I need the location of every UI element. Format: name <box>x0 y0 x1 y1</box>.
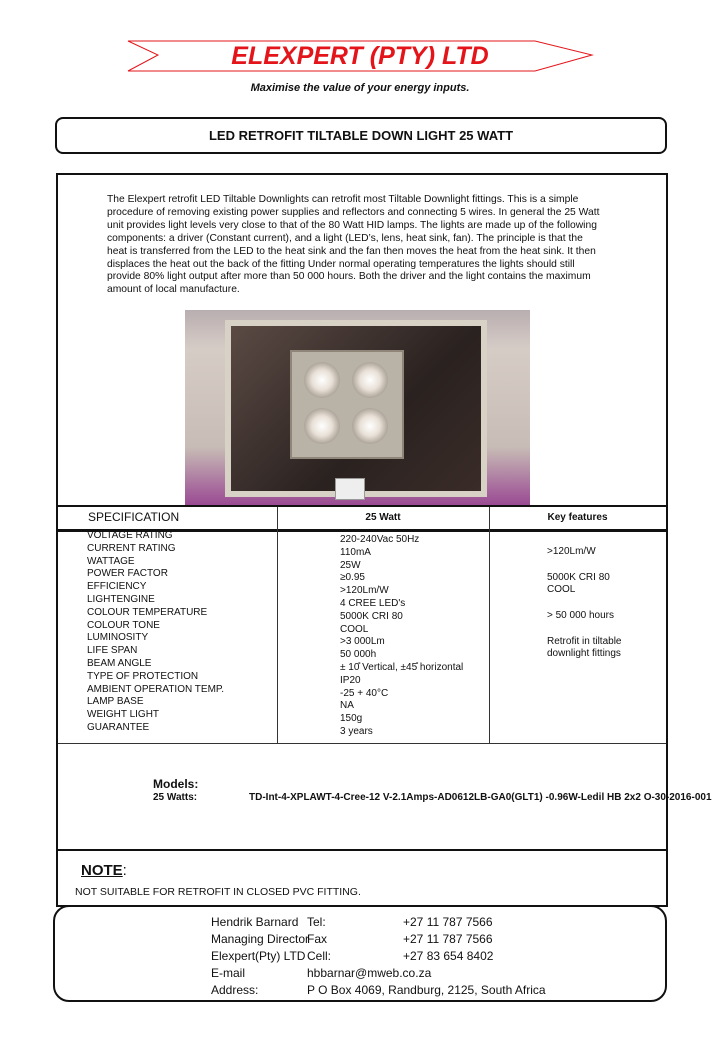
feature: Retrofit in tiltable <box>547 635 622 647</box>
spec-label: CURRENT RATING <box>87 542 176 554</box>
spec-label: GUARANTEE <box>87 721 150 733</box>
model-code: TD-Int-4-XPLAWT-4-Cree-12 V-2.1Amps-AD0612LB-GA0(GLT1) -0.96W-Ledil HB 2x2 O-30-2016-001 <box>249 792 712 803</box>
spec-label: BEAM ANGLE <box>87 657 152 669</box>
intro-line: procedure of removing existing power supplies and reflectors and connecting 5 wires. In general the 25 Watt <box>107 206 600 218</box>
spec-value: 110mA <box>340 546 371 558</box>
intro-line: unit provides light levels very close to that of the 80 Watt HID lamps. The lights are made up of the following <box>107 219 597 231</box>
spec-label: WATTAGE <box>87 555 135 567</box>
spec-value: 4 CREE LED's <box>340 597 406 609</box>
spec-label: COLOUR TONE <box>87 619 160 631</box>
spec-value: >3 000Lm <box>340 636 385 648</box>
feature: COOL <box>547 584 576 596</box>
contact-number: +27 11 787 7566 <box>403 915 493 929</box>
contact-email[interactable]: hbbarnar@mweb.co.za <box>307 966 432 980</box>
spec-value: 50 000h <box>340 649 377 661</box>
contact-name-line: E-mail <box>211 966 246 980</box>
contact-names <box>211 914 309 999</box>
title-box <box>55 117 667 154</box>
intro-line: provide 80% light output after more than 50 000 hours. Both the driver and the light contains the maximum <box>107 271 591 283</box>
spec-labels <box>87 530 224 735</box>
spec-value: 25W <box>340 559 361 571</box>
spec-value: COOL <box>340 623 369 635</box>
spec-value: IP20 <box>340 674 361 686</box>
feature: >120Lm/W <box>547 546 596 557</box>
intro-line: amount of local manufacture. <box>107 284 240 296</box>
spec-label: LAMP BASE <box>87 696 144 708</box>
spec-value: ≥0.95 <box>340 572 365 584</box>
feature: > 50 000 hours <box>547 609 614 621</box>
spec-value: 220-240Vac 50Hz <box>340 534 420 545</box>
spec-value: 3 years <box>340 725 373 737</box>
product-photo <box>185 310 530 505</box>
spec-header: SPECIFICATION <box>88 510 180 524</box>
page-title: LED RETROFIT TILTABLE DOWN LIGHT 25 WATT <box>208 128 514 143</box>
intro-paragraph <box>107 194 647 297</box>
intro-line: displaces the heat out the back of the fitting Under normal operating temperatures the lights should still <box>107 258 575 270</box>
contact-numbers <box>403 914 493 965</box>
contact-name-line: Address: <box>211 983 259 997</box>
spec-label: LIGHTENGINE <box>87 593 155 605</box>
key-features <box>547 546 621 661</box>
spec-label: COLOUR TEMPERATURE <box>87 606 208 618</box>
tagline: Maximise the value of your energy inputs. <box>250 82 470 94</box>
intro-line: heat is transferred from the LED to the heat sink and the fan then moves the heat from the heat sink. It then <box>107 245 596 257</box>
models-heading: Models: <box>153 777 199 791</box>
spec-label: WEIGHT LIGHT <box>87 709 160 721</box>
spec-value: >120Lm/W <box>340 585 389 597</box>
spec-label: EFFICIENCY <box>87 581 147 593</box>
spec-value: 150g <box>340 713 363 725</box>
spec-label: POWER FACTOR <box>87 568 168 580</box>
contact-labels <box>307 914 331 965</box>
contact-address: P O Box 4069, Randburg, 2125, South Africa <box>307 983 546 997</box>
spec-label: TYPE OF PROTECTION <box>87 670 199 682</box>
note-text: NOT SUITABLE FOR RETROFIT IN CLOSED PVC FITTING. <box>75 886 361 898</box>
spec-values <box>340 534 463 739</box>
spec-value: 5000K CRI 80 <box>340 610 403 622</box>
watt-header: 25 Watt <box>365 512 401 523</box>
contact-number: +27 83 654 8402 <box>403 949 494 963</box>
feature: downlight fittings <box>547 648 621 660</box>
note-box <box>56 849 668 907</box>
spec-label: VOLTAGE RATING <box>87 530 173 541</box>
intro-line: components: a driver (Constant current), and a light (LED’s, lens, heat sink, fan). The principle is that the <box>107 232 583 244</box>
features-header: Key features <box>547 512 608 523</box>
contact-label: Tel: <box>307 915 326 929</box>
spec-value: -25 + 40°C <box>340 687 389 699</box>
company-name: ELEXPERT (PTY) LTD <box>231 42 489 70</box>
spec-value: ± 10̊ Vertical, ±45̊ horizontal <box>340 661 464 673</box>
spec-label: LUMINOSITY <box>87 632 149 644</box>
contact-label: Fax <box>307 932 328 946</box>
divider <box>58 743 666 744</box>
models-label: 25 Watts: <box>153 792 198 803</box>
contact-number: +27 11 787 7566 <box>403 932 493 946</box>
contact-name-line: Elexpert(Pty) LTD <box>211 949 306 963</box>
spec-value: NA <box>340 700 354 712</box>
contact-name-line: Managing Director <box>211 932 310 946</box>
contact-name-line: Hendrik Barnard <box>211 915 299 929</box>
intro-line: The Elexpert retrofit LED Tiltable Downlights can retrofit most Tiltable Downlight fittings. This is a simple <box>107 194 579 205</box>
spec-label: LIFE SPAN <box>87 645 138 657</box>
spec-label: AMBIENT OPERATION TEMP. <box>87 683 225 695</box>
note-heading: NOTE: <box>81 862 127 879</box>
feature: 5000K CRI 80 <box>547 571 610 583</box>
contact-label: Cell: <box>307 949 332 963</box>
led-module <box>290 350 404 459</box>
